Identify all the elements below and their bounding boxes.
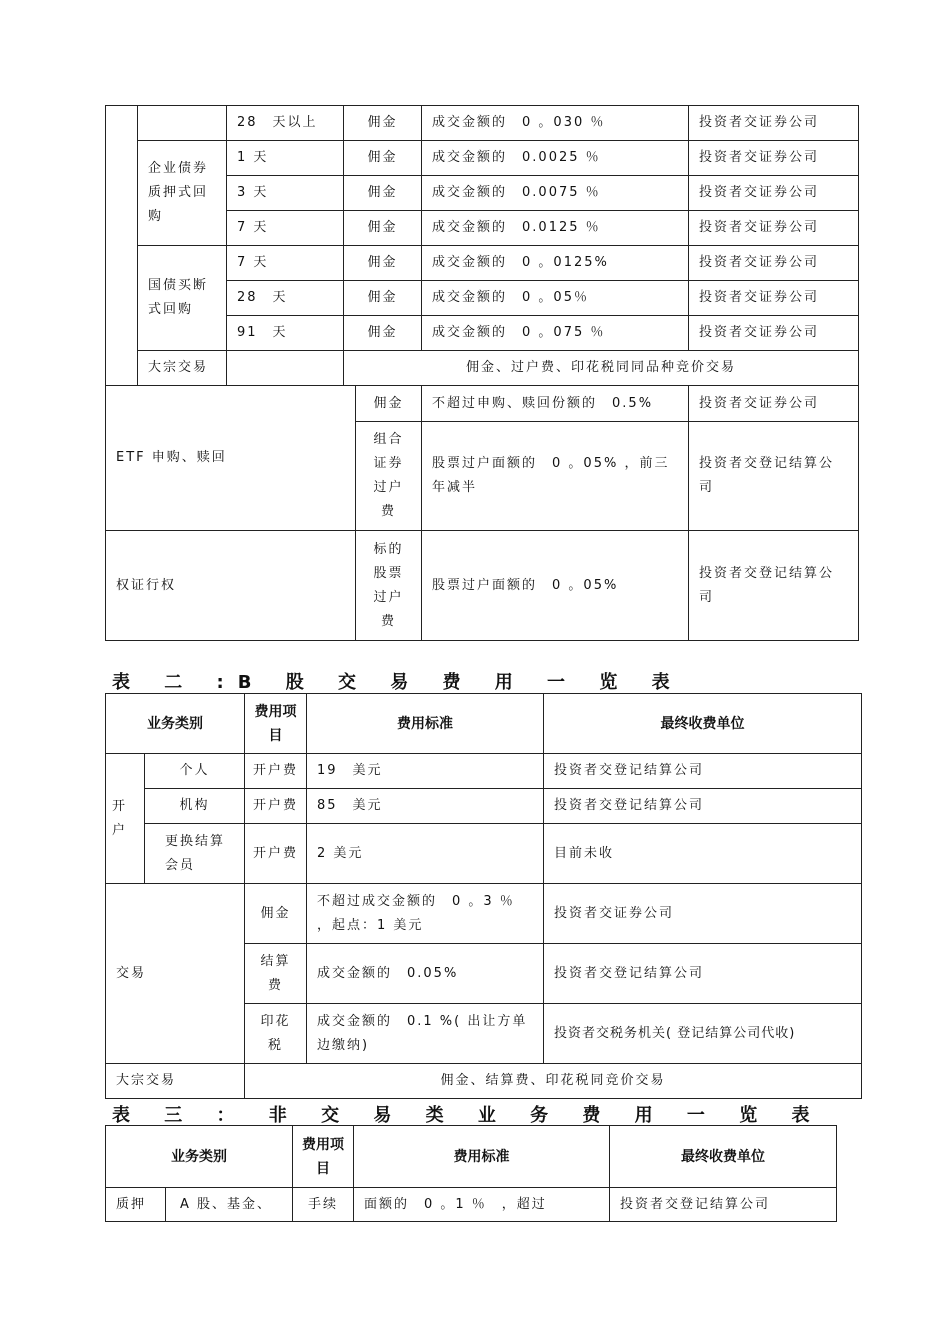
table-row (106, 106, 859, 141)
block-trade-text: 佣金、结算费、印花税同竞价交易 (245, 1064, 862, 1099)
unit-cell: 投资者交证券公司 (689, 141, 859, 176)
table-row (106, 1188, 837, 1222)
item-cell: 标的股票过户费 (356, 531, 422, 641)
category-cell: 质押 (106, 1188, 166, 1222)
unit-cell: 投资者交登记结算公司 (689, 422, 859, 531)
term-cell: 28 天以上 (227, 106, 344, 141)
standard-cell: 成交金额的 0 。05％ (422, 281, 689, 316)
item-cell: 结算费 (245, 944, 307, 1004)
item-cell: 佣金 (344, 141, 422, 176)
sub-category-cell: A 股、基金、 (166, 1188, 293, 1222)
standard-cell: 不超过成交金额的 0 。3 ％ ，起点：1 美元 (307, 884, 544, 944)
standard-cell: 成交金额的 0.0125 ％ (422, 211, 689, 246)
corp-bond-repo-label: 企业债券质押式回购 (138, 141, 227, 246)
item-cell: 佣金 (356, 386, 422, 422)
block-trade-text: 佣金、过户费、印花税同同品种竞价交易 (344, 351, 859, 386)
standard-cell: 成交金额的 0.0025 ％ (422, 141, 689, 176)
table-row (106, 351, 859, 386)
table-row (106, 789, 862, 824)
table-2-title: 表 二 :B 股 交 易 费 用 一 览 表 (112, 672, 684, 693)
item-cell: 开户费 (245, 789, 307, 824)
sub-category-cell: 个人 (145, 754, 245, 789)
unit-cell: 投资者交登记结算公司 (610, 1188, 837, 1222)
unit-cell: 投资者交证券公司 (689, 176, 859, 211)
table-3-title: 表 三 ： 非 交 易 类 业 务 费 用 一 览 表 (112, 1105, 824, 1126)
unit-cell: 投资者交登记结算公司 (544, 789, 862, 824)
header-category: 业务类别 (106, 694, 245, 754)
header-item: 费用项目 (245, 694, 307, 754)
table-row (106, 141, 859, 176)
standard-cell: 不超过申购、赎回份额的 0.5% (422, 386, 689, 422)
unit-cell: 投资者交登记结算公司 (544, 754, 862, 789)
header-category: 业务类别 (106, 1126, 293, 1188)
unit-cell: 投资者交税务机关( 登记结算公司代收) (544, 1004, 862, 1064)
unit-cell: 投资者交证券公司 (544, 884, 862, 944)
table-row (106, 386, 859, 422)
standard-cell: 85 美元 (307, 789, 544, 824)
standard-cell: 面额的 0 。1 ％ ，超过 (354, 1188, 610, 1222)
table-b-share-fees (105, 693, 862, 1099)
item-cell: 手续 (293, 1188, 354, 1222)
item-cell: 开户费 (245, 824, 307, 884)
standard-cell: 19 美元 (307, 754, 544, 789)
table-row (106, 246, 859, 281)
unit-cell: 投资者交登记结算公司 (544, 944, 862, 1004)
sub-category-cell: 机构 (145, 789, 245, 824)
empty-cell (138, 106, 227, 141)
unit-cell: 投资者交证券公司 (689, 386, 859, 422)
open-account-label: 开户 (106, 754, 145, 884)
outer-category-cell (106, 106, 138, 386)
unit-cell: 投资者交证券公司 (689, 106, 859, 141)
header-item: 费用项目 (293, 1126, 354, 1188)
standard-cell: 成交金额的 0.1 %( 出让方单边缴纳) (307, 1004, 544, 1064)
trade-label: 交易 (106, 884, 245, 1064)
term-cell: 28 天 (227, 281, 344, 316)
item-cell: 佣金 (344, 316, 422, 351)
warrant-label: 权证行权 (106, 531, 356, 641)
header-unit: 最终收费单位 (544, 694, 862, 754)
unit-cell: 投资者交证券公司 (689, 211, 859, 246)
item-cell: 佣金 (344, 246, 422, 281)
header-unit: 最终收费单位 (610, 1126, 837, 1188)
standard-cell: 股票过户面额的 0 。05% (422, 531, 689, 641)
table-row (106, 884, 862, 944)
header-standard: 费用标准 (307, 694, 544, 754)
term-cell: 1 天 (227, 141, 344, 176)
standard-cell: 股票过户面额的 0 。05% ，前三年减半 (422, 422, 689, 531)
standard-cell: 成交金额的 0 。0125% (422, 246, 689, 281)
unit-cell: 投资者交证券公司 (689, 316, 859, 351)
outright-repo-label: 国债买断式回购 (138, 246, 227, 351)
standard-cell: 成交金额的 0 。075 ％ (422, 316, 689, 351)
standard-cell: 2 美元 (307, 824, 544, 884)
term-cell: 91 天 (227, 316, 344, 351)
etf-label: ETF 申购、赎回 (106, 386, 356, 531)
header-standard: 费用标准 (354, 1126, 610, 1188)
table-row (106, 1064, 862, 1099)
item-cell: 佣金 (344, 281, 422, 316)
empty-cell (227, 351, 344, 386)
item-cell: 组合证券过户费 (356, 422, 422, 531)
item-cell: 印花税 (245, 1004, 307, 1064)
term-cell: 3 天 (227, 176, 344, 211)
sub-category-cell: 更换结算会员 (145, 824, 245, 884)
unit-cell: 目前未收 (544, 824, 862, 884)
table-a-share-fees-continued (105, 105, 859, 641)
table-header-row (106, 694, 862, 754)
item-cell: 佣金 (245, 884, 307, 944)
table-header-row (106, 1126, 837, 1188)
block-trade-label: 大宗交易 (138, 351, 227, 386)
item-cell: 佣金 (344, 211, 422, 246)
standard-cell: 成交金额的 0 。030 ％ (422, 106, 689, 141)
item-cell: 佣金 (344, 106, 422, 141)
standard-cell: 成交金额的 0.0075 ％ (422, 176, 689, 211)
item-cell: 开户费 (245, 754, 307, 789)
table-non-trading-fees (105, 1125, 837, 1222)
table-row (106, 824, 862, 884)
table-row (106, 754, 862, 789)
item-cell: 佣金 (344, 176, 422, 211)
term-cell: 7 天 (227, 211, 344, 246)
unit-cell: 投资者交证券公司 (689, 246, 859, 281)
standard-cell: 成交金额的 0.05% (307, 944, 544, 1004)
table-row (106, 531, 859, 641)
term-cell: 7 天 (227, 246, 344, 281)
unit-cell: 投资者交证券公司 (689, 281, 859, 316)
unit-cell: 投资者交登记结算公司 (689, 531, 859, 641)
block-trade-label: 大宗交易 (106, 1064, 245, 1099)
